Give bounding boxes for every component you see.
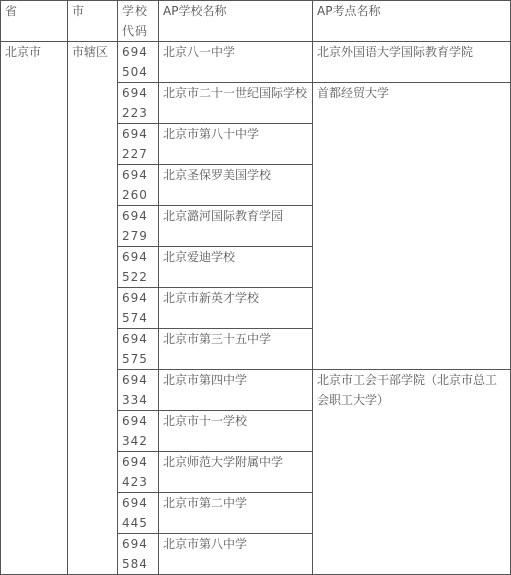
school-code-cell: 694423 [118,452,159,493]
school-name-cell: 北京师范大学附属中学 [159,452,313,493]
school-name-cell: 北京市十一学校 [159,411,313,452]
school-name-cell: 北京八一中学 [159,42,313,83]
school-name-cell: 北京市第三十五中学 [159,329,313,370]
center-name-cell: 北京外国语大学国际教育学院 [313,42,511,83]
school-code-cell: 694342 [118,411,159,452]
header-ap-school-name: AP学校名称 [159,1,313,42]
header-province: 省 [1,1,68,42]
school-code-cell: 694445 [118,493,159,534]
school-name-cell: 北京市二十一世纪国际学校 [159,83,313,124]
table-header-row [1,1,511,42]
school-name-cell: 北京爱迪学校 [159,247,313,288]
school-name-cell: 北京市新英才学校 [159,288,313,329]
school-code-cell: 694522 [118,247,159,288]
header-school-code: 学校代码 [118,1,159,42]
school-name-cell: 北京市第八中学 [159,534,313,575]
school-name-cell: 北京潞河国际教育学园 [159,206,313,247]
school-code-cell: 694223 [118,83,159,124]
school-name-cell: 北京圣保罗美国学校 [159,165,313,206]
school-code-cell: 694574 [118,288,159,329]
school-code-cell: 694334 [118,370,159,411]
school-code-cell: 694584 [118,534,159,575]
school-code-cell: 694575 [118,329,159,370]
school-name-cell: 北京市第二中学 [159,493,313,534]
province-cell: 北京市 [1,42,68,575]
header-ap-center-name: AP考点名称 [313,1,511,42]
school-code-cell: 694227 [118,124,159,165]
table-row [1,42,511,83]
header-city: 市 [68,1,118,42]
school-code-cell: 694504 [118,42,159,83]
center-name-cell: 北京市工会干部学院（北京市总工会职工大学） [313,370,511,575]
school-name-cell: 北京市第八十中学 [159,124,313,165]
center-name-cell: 首都经贸大学 [313,83,511,370]
school-code-cell: 694279 [118,206,159,247]
school-name-cell: 北京市第四中学 [159,370,313,411]
school-code-cell: 694260 [118,165,159,206]
city-cell: 市辖区 [68,42,118,575]
